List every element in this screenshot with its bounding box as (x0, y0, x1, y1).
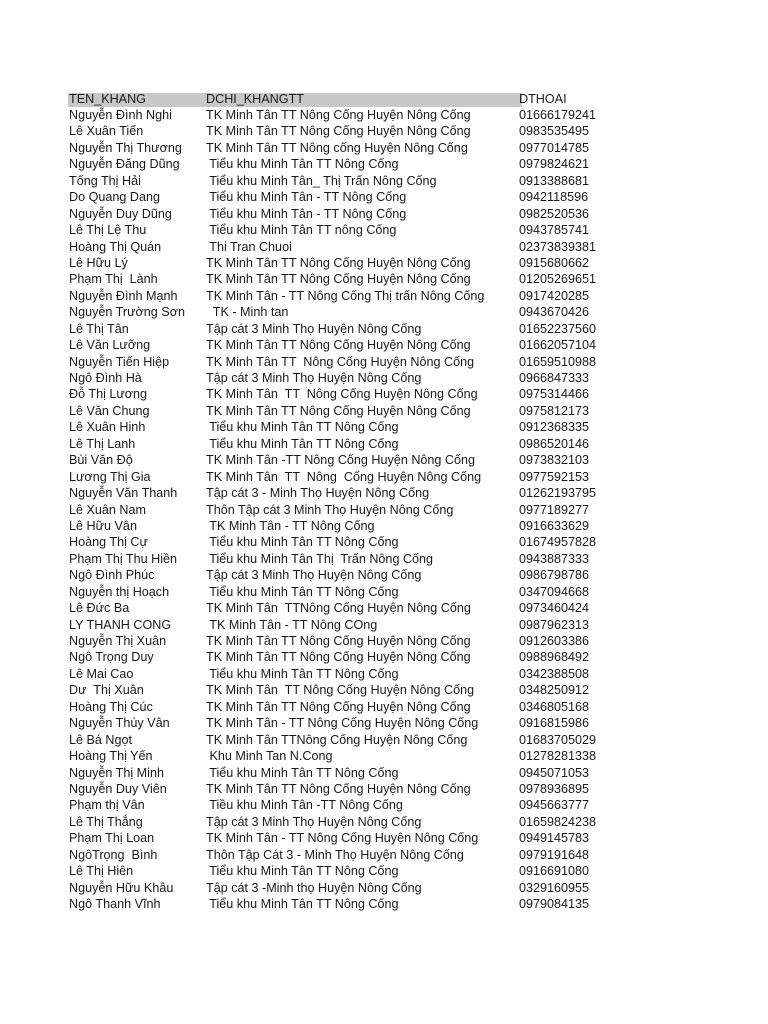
table-row (68, 682, 768, 698)
cell-name: Phạm Thị Lành (69, 272, 158, 287)
table-row (68, 354, 768, 370)
cell-address: TK Minh Tân TT Nông Cống Huyện Nông Cống (206, 683, 475, 698)
cell-name: Do Quang Dang (69, 190, 161, 205)
cell-name: Lê Thị Lanh (69, 436, 136, 451)
cell-address: TK - Minh tan (206, 305, 289, 320)
table-row (68, 337, 768, 353)
table-row (68, 321, 768, 337)
table-row (68, 386, 768, 402)
cell-name: Nguyễn Thúy Vân (69, 716, 170, 731)
cell-phone: 0342388508 (519, 666, 590, 681)
cell-name: Lê Hữu Lý (69, 255, 128, 270)
cell-phone: 01278281338 (519, 749, 597, 764)
cell-name: Hoàng Thị Cự (69, 535, 148, 550)
cell-phone: 0916633629 (519, 518, 590, 533)
cell-address: Thôn Tập Cát 3 - Minh Thọ Huyện Nông Cống (206, 847, 464, 862)
cell-phone: 0979824621 (519, 157, 590, 172)
cell-phone: 0348250912 (519, 683, 590, 698)
table-row (68, 617, 768, 633)
cell-address: TK Minh Tân TT Nông Cống Huyện Nông Cống (206, 699, 471, 714)
cell-phone: 0978936895 (519, 781, 590, 796)
table-row (68, 765, 768, 781)
cell-name: Lê Xuân Nam (69, 502, 147, 517)
cell-address: TK Minh Tân TT Nông Cống Huyện Nông Cống (206, 272, 471, 287)
cell-address: TK Minh Tân - TT Nông Cống Huyện Nông Cống (206, 831, 479, 846)
cell-phone: 01666179241 (519, 108, 597, 122)
cell-address: Thi Tran Chuoi (206, 239, 292, 254)
cell-address: TK Minh Tân TT Nông Cống Huyện Nông Cống (206, 108, 471, 122)
cell-name: Đỗ Thị Lương (69, 387, 148, 402)
cell-name: Lê Xuân Hinh (69, 420, 146, 435)
cell-address: TK Minh Tân -TT Nông Cống Huyện Nông Cống (206, 453, 476, 468)
cell-address: Tập cát 3 -Minh thọ Huyện Nông Cống (206, 880, 422, 895)
cell-name: Tống Thị Hải (69, 173, 141, 188)
cell-address: TK Minh Tân TT Nông Cống Huyện Nông Cống (206, 338, 471, 353)
cell-address: TK Minh Tân TT Nông Cống Huyện Nông Cống (206, 781, 471, 796)
cell-address: Tiểu khu Minh Tân TT Nông Cống (206, 864, 399, 879)
cell-phone: 0949145783 (519, 831, 590, 846)
table-row (68, 732, 768, 748)
cell-phone: 0916691080 (519, 864, 590, 879)
cell-name: Nguyễn thị Hoạch (69, 584, 170, 599)
cell-phone: 0973832103 (519, 453, 590, 468)
cell-name: Nguyễn Trường Sơn (69, 305, 185, 320)
cell-address: Tập cát 3 Minh Thọ Huyện Nông Cống (206, 321, 422, 336)
cell-name: Nguyễn Hữu Khâu (69, 880, 174, 895)
table-body (68, 107, 768, 912)
table-row (68, 797, 768, 813)
cell-phone: 0916815986 (519, 716, 590, 731)
cell-address: Tập cát 3 Minh Thọ Huyện Nông Cống (206, 568, 422, 583)
cell-address: Tiểu khu Minh Tân - TT Nông Cống (206, 190, 407, 205)
table-row (68, 847, 768, 863)
cell-phone: 01659824238 (519, 814, 597, 829)
table-row (68, 567, 768, 583)
cell-address: TK Minh Tân TT Nông Cống Huyện Nông Cống (206, 387, 478, 402)
table-row (68, 584, 768, 600)
cell-phone: 01652237560 (519, 321, 597, 336)
cell-address: TK Minh Tân - TT Nông COng (206, 617, 378, 632)
cell-name: Hoàng Thị Yến (69, 749, 153, 764)
table-row (68, 666, 768, 682)
cell-phone: 0942118596 (519, 190, 589, 205)
cell-address: Khu Minh Tan N.Cong (206, 749, 333, 764)
table-row (68, 255, 768, 271)
column-header-address: DCHI_KHANGTT (206, 92, 304, 106)
cell-name: Nguyễn Văn Thanh (69, 486, 178, 501)
cell-address: Tiểu khu Minh Tân TT Nông Cống (206, 897, 399, 911)
cell-name: NgôTrọng Bình (69, 847, 158, 862)
table-row (68, 206, 768, 222)
cell-phone: 0986520146 (519, 436, 590, 451)
cell-address: Tiểu khu Minh Tân_ Thị Trấn Nông Cống (206, 173, 437, 188)
cell-phone: 0945071053 (519, 765, 590, 780)
cell-name: Dư Thị Xuân (69, 683, 144, 698)
cell-phone: 0975314466 (519, 387, 590, 402)
cell-address: Tiểu khu Minh Tân TT Nông Cống (206, 420, 399, 435)
table-row (68, 502, 768, 518)
cell-phone: 0975812173 (519, 403, 590, 418)
table-row (68, 107, 768, 123)
cell-name: Ngô Đình Phúc (69, 568, 155, 583)
cell-phone: 0945663777 (519, 798, 590, 813)
cell-phone: 0329160955 (519, 880, 590, 895)
cell-address: Tiểu khu Minh Tân TT nông Cống (206, 223, 397, 238)
cell-address: Tập cát 3 Minh Thọ Huyện Nông Cống (206, 371, 422, 385)
table-row (68, 600, 768, 616)
cell-name: Phạm thị Vân (69, 798, 145, 813)
cell-name: Lê Văn Chung (69, 403, 150, 418)
cell-name: Lê Mai Cao (69, 666, 134, 681)
table-row (68, 123, 768, 139)
cell-name: Lê Thị Thắng (69, 814, 143, 829)
cell-name: Ngô Thanh Vĩnh (69, 897, 161, 911)
cell-name: Lê Thị Tân (69, 321, 129, 336)
table-row (68, 518, 768, 534)
cell-name: Nguyễn Thị Minh (69, 765, 164, 780)
cell-address: Tập cát 3 Minh Thọ Huyện Nông Cống (206, 814, 422, 829)
cell-address: TK Minh Tân TTNông Cống Huyện Nông Cống (206, 601, 471, 616)
cell-name: Bùi Văn Độ (69, 453, 133, 468)
table-row (68, 156, 768, 172)
cell-phone: 01262193795 (519, 486, 597, 501)
cell-phone: 0983535495 (519, 124, 590, 139)
cell-phone: 0979191648 (519, 847, 590, 862)
cell-phone: 0966847333 (519, 371, 590, 385)
cell-address: TK Minh Tân - TT Nông Cống Thị trấn Nông Cống (206, 288, 485, 303)
cell-phone: 0943670426 (519, 305, 590, 320)
cell-phone: 0977592153 (519, 469, 590, 484)
cell-name: Nguyễn Tiến Hiệp (69, 354, 170, 369)
table-row (68, 173, 768, 189)
cell-phone: 02373839381 (519, 239, 597, 254)
cell-phone: 0917420285 (519, 288, 590, 303)
cell-name: Phạm Thị Thu Hiền (69, 551, 178, 566)
cell-address: Tập cát 3 - Minh Thọ Huyện Nông Cống (206, 486, 430, 501)
cell-address: TK Minh Tân - TT Nông Cống Huyện Nông Cống (206, 716, 479, 731)
cell-address: TK Minh Tân TT Nông Cống Huyện Nông Cống (206, 124, 471, 139)
cell-address: Tiểu khu Minh Tân TT Nông Cống (206, 584, 399, 599)
cell-phone: 0912603386 (519, 634, 590, 648)
table-row (68, 485, 768, 501)
table-row (68, 699, 768, 715)
cell-name: Lê Bá Ngọt (69, 732, 133, 747)
cell-name: Lê Đức Ba (69, 601, 130, 616)
table-row (68, 551, 768, 567)
cell-address: Tiều khu Minh Tân -TT Nông Cống (206, 798, 403, 813)
table-row (68, 403, 768, 419)
table-row (68, 633, 768, 649)
table-row (68, 304, 768, 320)
cell-address: Thôn Tập cát 3 Minh Thọ Huyện Nông Cống (206, 502, 454, 517)
cell-name: Nguyễn Duy Dũng (69, 206, 172, 221)
cell-phone: 0982520536 (519, 206, 590, 221)
cell-name: Nguyễn Đình Nghi (69, 108, 172, 122)
table-row (68, 649, 768, 665)
cell-address: Tiểu khu Minh Tân TT Nông Cống (206, 535, 399, 550)
cell-name: Hoàng Thị Quán (69, 239, 162, 254)
cell-phone: 01674957828 (519, 535, 597, 550)
cell-address: Tiểu khu Minh Tân TT Nông Cống (206, 436, 399, 451)
cell-address: Tiểu khu Minh Tân TT Nông Cống (206, 765, 399, 780)
table-row (68, 452, 768, 468)
table-row (68, 863, 768, 879)
cell-name: LY THANH CONG (69, 617, 172, 632)
table-row (68, 189, 768, 205)
table-row (68, 271, 768, 287)
cell-name: Lương Thị Gia (69, 469, 151, 484)
table-row (68, 830, 768, 846)
cell-name: Lê Xuân Tiến (69, 124, 144, 139)
table-row (68, 370, 768, 386)
cell-phone: 0977189277 (519, 502, 590, 517)
column-header-name: TEN_KHANG (69, 92, 146, 106)
cell-phone: 0943785741 (519, 223, 590, 238)
cell-phone: 01662057104 (519, 338, 597, 353)
cell-phone: 01205269651 (519, 272, 597, 287)
table-row (68, 781, 768, 797)
cell-address: TK Minh Tân - TT Nông Cống (206, 518, 375, 533)
table-row (68, 534, 768, 550)
cell-phone: 0973460424 (519, 601, 590, 616)
table-row (68, 715, 768, 731)
cell-phone: 0913388681 (519, 173, 590, 188)
cell-name: Ngô Đình Hà (69, 371, 142, 385)
cell-name: Nguyễn Thị Xuân (69, 634, 167, 648)
cell-address: Tiểu khu Minh Tân Thị Trấn Nông Cống (206, 551, 434, 566)
cell-name: Hoàng Thị Cúc (69, 699, 153, 714)
cell-address: TK Minh Tân TT Nông cống Huyện Nông Cống (206, 140, 468, 155)
table-row (68, 880, 768, 896)
cell-name: Nguyễn Đình Mạnh (69, 288, 178, 303)
cell-name: Nguyễn Đăng Dũng (69, 157, 180, 172)
cell-phone: 0912368335 (519, 420, 590, 435)
cell-phone: 01659510988 (519, 354, 597, 369)
table-row (68, 222, 768, 238)
spreadsheet-table (68, 91, 768, 912)
table-row (68, 436, 768, 452)
cell-name: Nguyễn Duy Viên (69, 781, 167, 796)
cell-address: TK Minh Tân TT Nông Cống Huyện Nông Cống (206, 469, 482, 484)
cell-name: Phạm Thị Loan (69, 831, 155, 846)
cell-phone: 01683705029 (519, 732, 597, 747)
cell-address: Tiểu khu Minh Tân TT Nông Cống (206, 157, 399, 172)
cell-phone: 0979084135 (519, 897, 590, 911)
table-row (68, 288, 768, 304)
cell-name: Lê Hữu Vân (69, 518, 137, 533)
cell-address: TK Minh Tân TT Nông Cống Huyện Nông Cống (206, 634, 471, 648)
cell-phone: 0977014785 (519, 140, 590, 155)
table-row (68, 814, 768, 830)
table-row (68, 469, 768, 485)
cell-phone: 0347094668 (519, 584, 590, 599)
cell-phone: 0346805168 (519, 699, 590, 714)
cell-name: Lê Thị Lệ Thu (69, 223, 147, 238)
cell-address: TK Minh Tân TT Nông Cống Huyện Nông Cống (206, 650, 471, 665)
table-row (68, 896, 768, 912)
column-header-phone: DTHOAI (519, 92, 567, 106)
table-row (68, 419, 768, 435)
cell-phone: 0915680662 (519, 255, 590, 270)
cell-phone: 0987962313 (519, 617, 590, 632)
table-row (68, 239, 768, 255)
cell-name: Nguyễn Thị Thương (69, 140, 182, 155)
cell-phone: 0943887333 (519, 551, 590, 566)
cell-address: Tiểu khu Minh Tân - TT Nông Cống (206, 206, 407, 221)
cell-address: TK Minh Tân TTNông Cống Huyện Nông Cống (206, 732, 468, 747)
table-row (68, 748, 768, 764)
header-row (68, 91, 768, 107)
table-row (68, 140, 768, 156)
cell-address: TK Minh Tân TT Nông Cống Huyện Nông Cống (206, 403, 471, 418)
cell-phone: 0988968492 (519, 650, 590, 665)
cell-address: TK Minh Tân TT Nông Cống Huyện Nông Cống (206, 354, 475, 369)
cell-phone: 0986798786 (519, 568, 590, 583)
cell-name: Ngô Trọng Duy (69, 650, 154, 665)
cell-name: Lê Thị Hiên (69, 864, 134, 879)
cell-address: TK Minh Tân TT Nông Cống Huyện Nông Cống (206, 255, 471, 270)
cell-name: Lê Văn Lưỡng (69, 338, 151, 353)
cell-address: Tiểu khu Minh Tân TT Nông Cống (206, 666, 399, 681)
